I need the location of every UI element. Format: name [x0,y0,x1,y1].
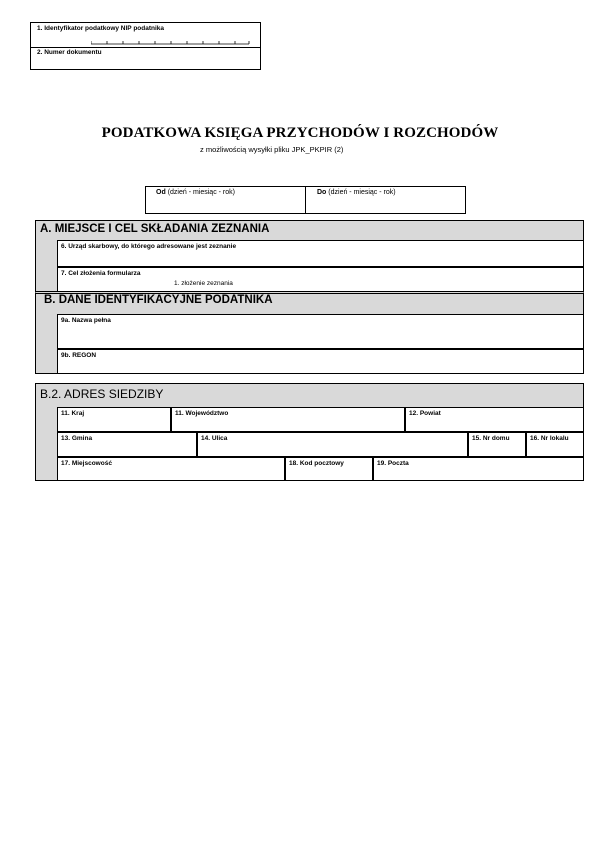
period-from-hint: (dzień - miesiąc - rok) [167,189,235,196]
nip-label: 1. Identyfikator podatkowy NIP podatnika [37,25,165,32]
voivodeship-label: 11. Województwo [175,410,229,417]
regon-field[interactable] [57,349,584,374]
full-name-field[interactable] [57,314,584,349]
form-purpose-value: 1. złożenie zeznania [174,280,233,287]
county-label: 12. Powiat [409,410,441,417]
form-purpose-field[interactable] [57,267,584,292]
commune-label: 13. Gmina [61,435,93,442]
postal-code-field[interactable] [285,457,373,481]
tax-office-field[interactable] [57,240,584,267]
period-to-field[interactable] [306,187,465,213]
post-office-label: 19. Poczta [377,460,409,467]
country-field[interactable] [57,407,171,432]
city-label: 17. Miejscowość [61,460,112,467]
postal-code-label: 18. Kod pocztowy [289,460,344,467]
house-number-label: 15. Nr domu [472,435,510,442]
post-office-field[interactable] [373,457,584,481]
section-b2 [35,383,584,481]
document-number-label: 2. Numer dokumentu [37,49,102,56]
period-to-hint: (dzień - miesiąc - rok) [328,189,396,196]
house-number-field[interactable] [468,432,526,457]
period-from-field[interactable] [146,187,306,213]
voivodeship-field[interactable] [171,407,405,432]
nip-cell[interactable] [31,23,260,48]
page-title: PODATKOWA KSIĘGA PRZYCHODÓW I ROZCHODÓW [101,125,499,141]
street-field[interactable] [197,432,468,457]
county-field[interactable] [405,407,584,432]
form-purpose-label: 7. Cel złożenia formularza [61,270,141,277]
section-b-heading: B. DANE IDENTYFIKACYJNE PODATNIKA [44,294,273,306]
regon-label: 9b. REGON [61,352,97,359]
section-a-heading: A. MIEJSCE I CEL SKŁADANIA ZEZNANIA [40,223,270,235]
street-label: 14. Ulica [201,435,228,442]
full-name-label: 9a. Nazwa pełna [61,317,111,324]
country-label: 11. Kraj [61,410,85,417]
flat-number-field[interactable] [526,432,584,457]
tax-office-label: 6. Urząd skarbowy, do którego adresowane jest zeznanie [61,243,237,250]
document-number-cell[interactable] [31,48,260,69]
section-b [35,291,584,374]
section-b2-heading: B.2. ADRES SIEDZIBY [40,387,164,401]
period-from-label: Od [156,189,166,196]
commune-field[interactable] [57,432,197,457]
flat-number-label: 16. Nr lokalu [530,435,569,442]
section-a [35,220,584,292]
nip-digit-guides [91,39,251,45]
period-box [145,186,466,214]
nip-box [30,22,261,70]
city-field[interactable] [57,457,285,481]
period-to-label: Do [317,189,327,196]
page-subtitle: z możliwością wysyłki pliku JPK_PKPIR (2) [200,145,344,154]
